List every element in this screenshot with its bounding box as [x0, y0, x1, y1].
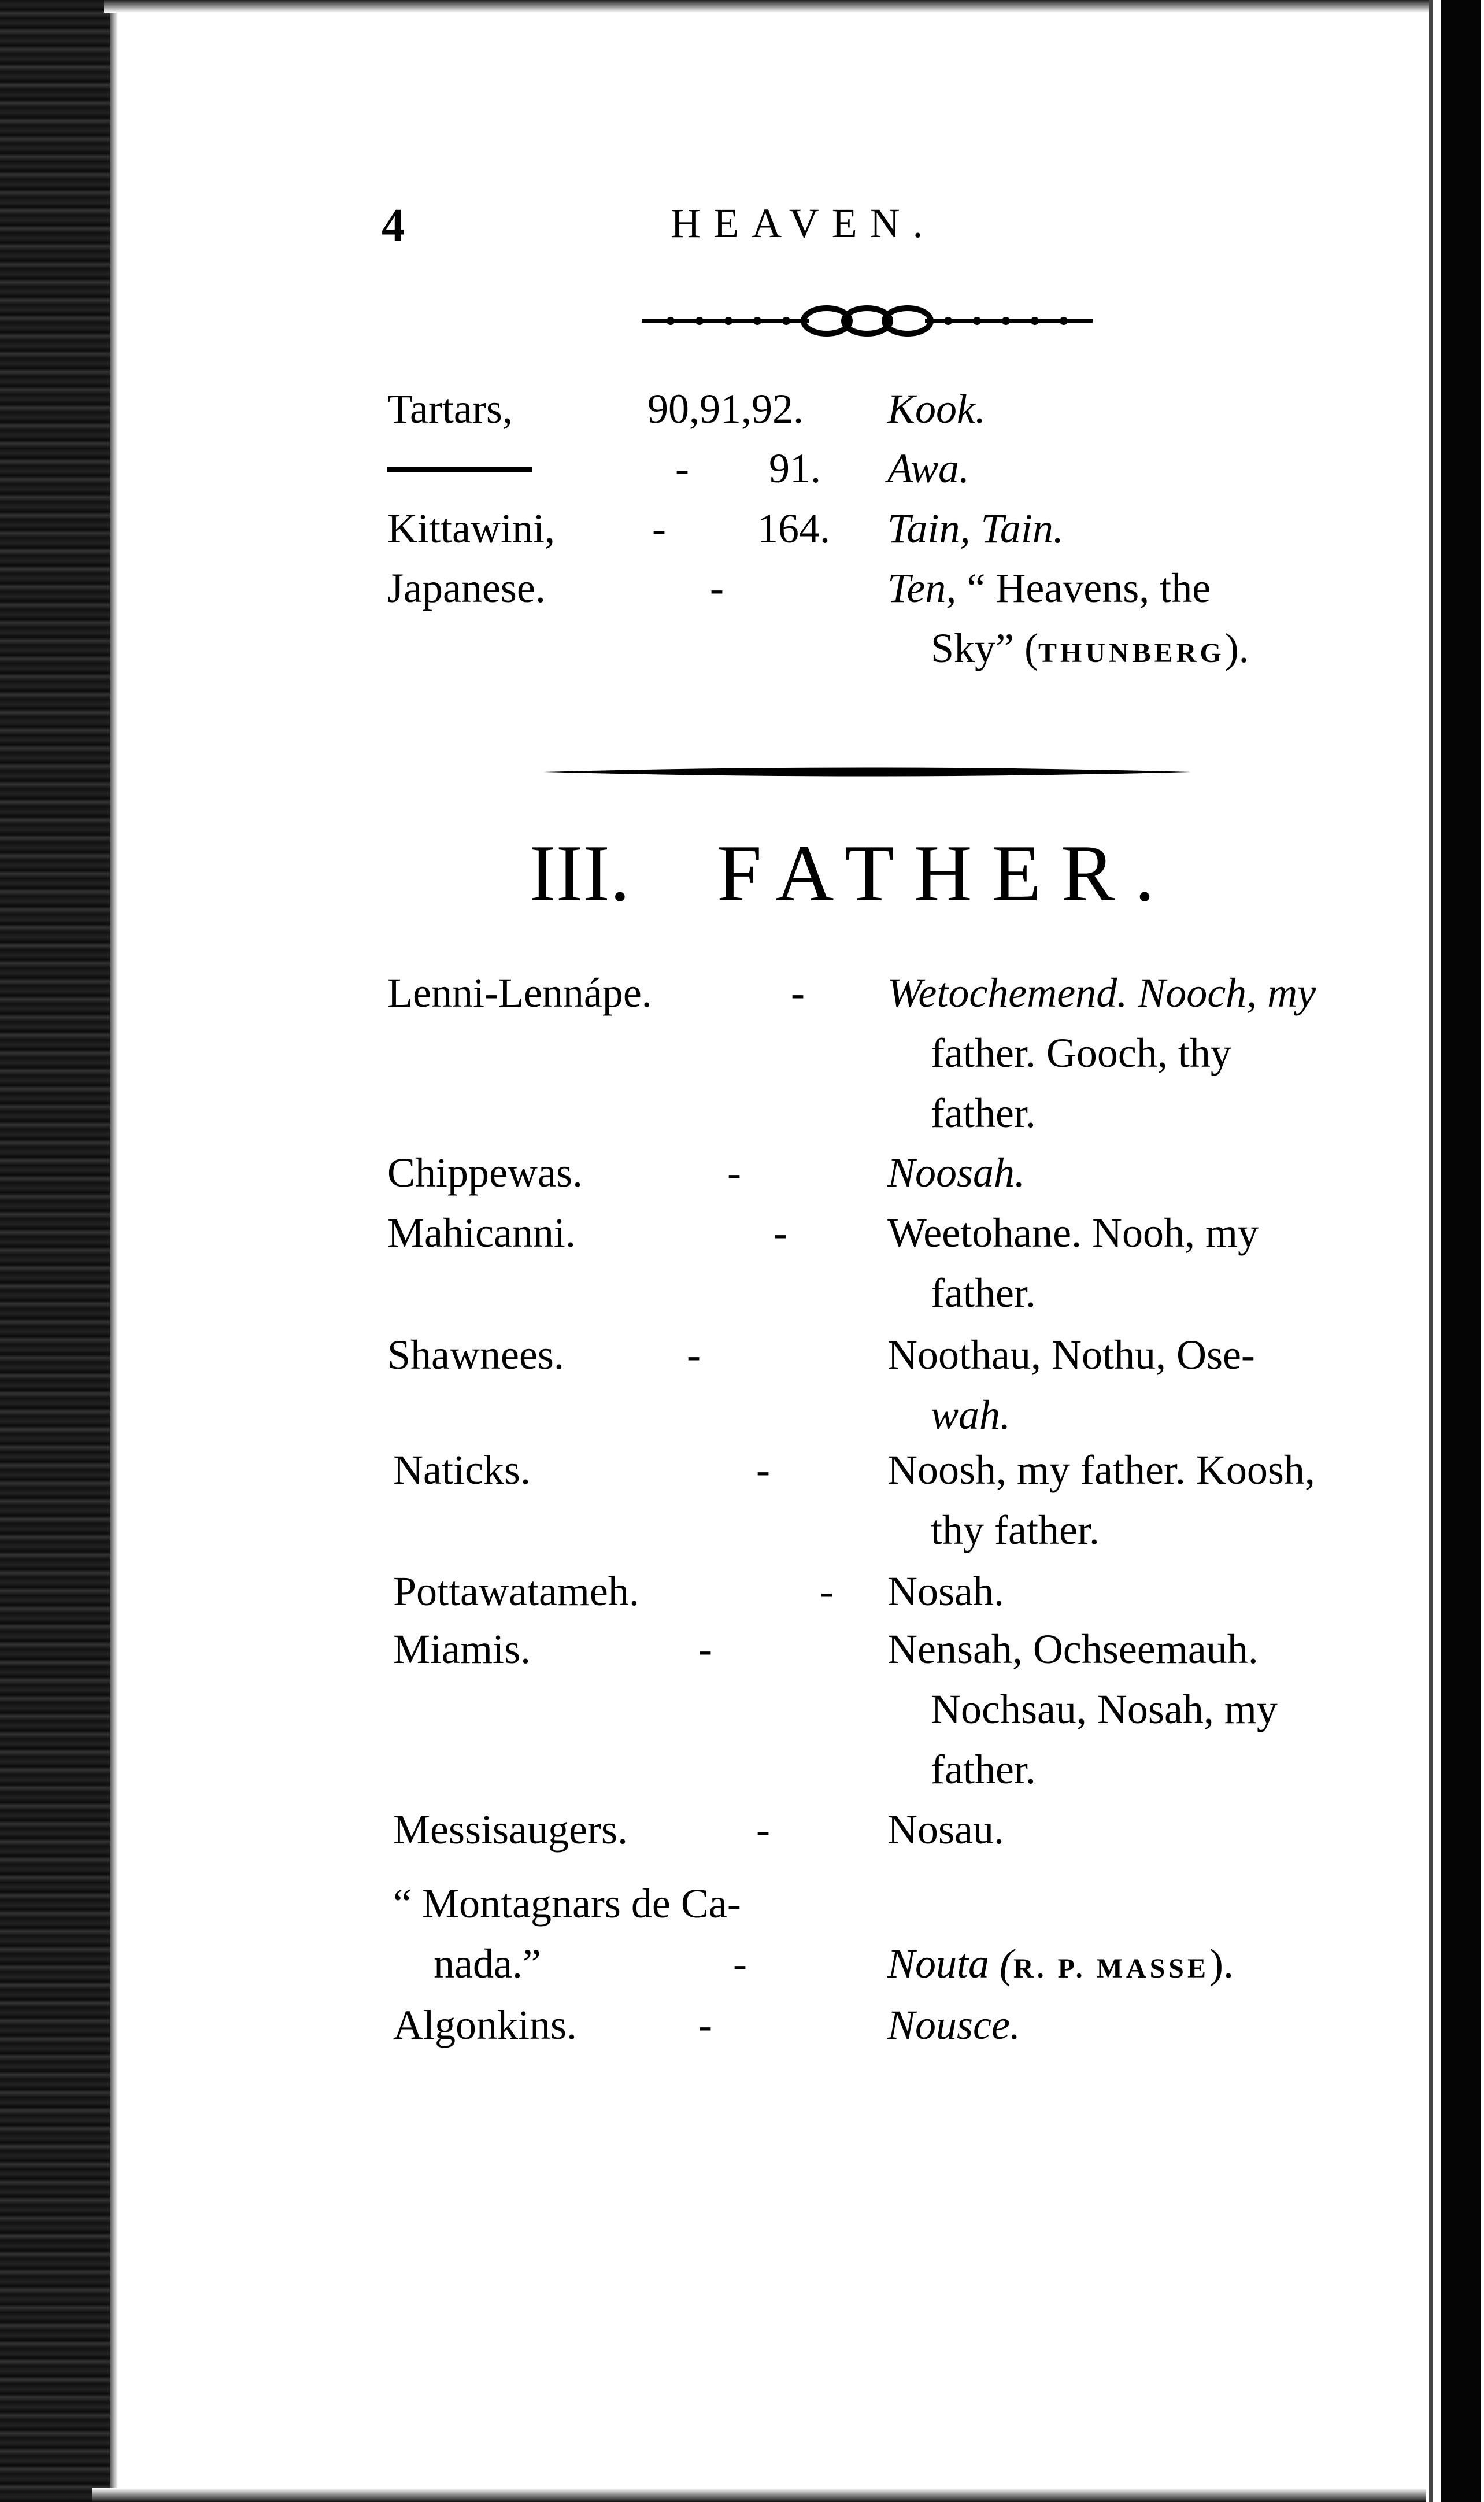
- entry-word: Noothau, Nothu, Ose-: [887, 1332, 1255, 1378]
- entry-word: Tain, Tain.: [887, 505, 1064, 552]
- entry-language: Messisaugers.: [393, 1806, 628, 1853]
- entry-word: Wetochemend. Nooch, my: [887, 970, 1316, 1016]
- entry-language: Pottawatameh.: [393, 1568, 639, 1614]
- entry-dash: -: [675, 445, 689, 491]
- entry-word: Nosau.: [887, 1806, 1004, 1853]
- entry-language-kittawini: Kittawini,: [387, 505, 555, 552]
- entry-continuation: [931, 618, 1249, 683]
- entry-word-gloss: “ Heavens, the: [967, 565, 1211, 611]
- entry-language: Naticks.: [393, 1447, 531, 1493]
- section-heading: [529, 827, 1174, 920]
- entry-citation: THUNBERG: [1038, 638, 1225, 668]
- entry-reference: 91.: [769, 445, 821, 491]
- entry-language: “ Montagnars de Ca-: [393, 1880, 741, 1927]
- entry-gloss-end: ).: [1209, 1941, 1234, 1987]
- section-rule: [543, 763, 1191, 781]
- section-number: III.: [529, 829, 630, 918]
- entry-dash: -: [652, 505, 666, 552]
- entry-continuation: father.: [931, 1090, 1036, 1136]
- entry-dash: -: [791, 970, 805, 1016]
- entry-dash: -: [733, 1941, 747, 1987]
- entry-language: Shawnees.: [387, 1332, 564, 1378]
- entry-dash: -: [774, 1210, 787, 1256]
- entry-dash: -: [820, 1568, 834, 1614]
- entry-dash: -: [727, 1150, 741, 1196]
- entry-language: Chippewas.: [387, 1150, 583, 1196]
- entry-continuation: wah.: [931, 1392, 1011, 1438]
- entry-reference: 90,91,92.: [647, 386, 804, 432]
- entry-word: [887, 1934, 1234, 1999]
- entry-word: Nousce.: [887, 2002, 1020, 2048]
- entry-language-tartars: Tartars,: [387, 386, 513, 432]
- entry-continuation: father.: [931, 1746, 1036, 1793]
- entry-word: Weetohane. Nooh, my: [887, 1210, 1259, 1256]
- entry-dash: -: [756, 1447, 770, 1493]
- entry-gloss-text: Sky” (: [931, 625, 1038, 671]
- entry-gloss-end: ).: [1224, 625, 1249, 671]
- entry-dash: -: [698, 2002, 712, 2048]
- entry-word: [887, 558, 1211, 618]
- entry-continuation: father. Gooch, thy: [931, 1030, 1231, 1076]
- entry-continuation: Nochsau, Nosah, my: [931, 1686, 1278, 1732]
- section-title: FATHER.: [716, 829, 1175, 918]
- entry-dash: -: [687, 1332, 701, 1378]
- entry-word: Nosah.: [887, 1568, 1004, 1614]
- ditto-rule: [387, 467, 532, 472]
- entry-continuation: father.: [931, 1270, 1036, 1316]
- entry-dash: -: [756, 1806, 770, 1853]
- entry-language-continuation: nada.”: [434, 1941, 541, 1987]
- entry-word: Awa.: [887, 445, 970, 491]
- entry-word-italic: Nouta (: [887, 1941, 1014, 1987]
- entry-continuation: thy father.: [931, 1507, 1100, 1553]
- entry-word: Kook.: [887, 386, 986, 432]
- entry-word: Noosh, my father. Koosh,: [887, 1447, 1315, 1493]
- entry-language: Algonkins.: [393, 2002, 578, 2048]
- entry-language: Mahicanni.: [387, 1210, 576, 1256]
- entry-dash: -: [710, 565, 724, 611]
- entry-reference: 164.: [757, 505, 830, 552]
- entry-language-japanese: Japanese.: [387, 565, 546, 611]
- entry-dash: -: [698, 1626, 712, 1672]
- entry-word-italic: Ten,: [887, 565, 957, 611]
- entry-language: Miamis.: [393, 1626, 531, 1672]
- ornament-divider: [636, 295, 1098, 347]
- entry-word: Nensah, Ochseemauh.: [887, 1626, 1259, 1672]
- entry-citation: R. P. MASSE: [1013, 1953, 1209, 1984]
- running-head: HEAVEN.: [671, 200, 936, 246]
- page-number: 4: [382, 200, 405, 251]
- entry-language: Lenni-Lennápe.: [387, 970, 652, 1016]
- entry-word: Noosah.: [887, 1150, 1026, 1196]
